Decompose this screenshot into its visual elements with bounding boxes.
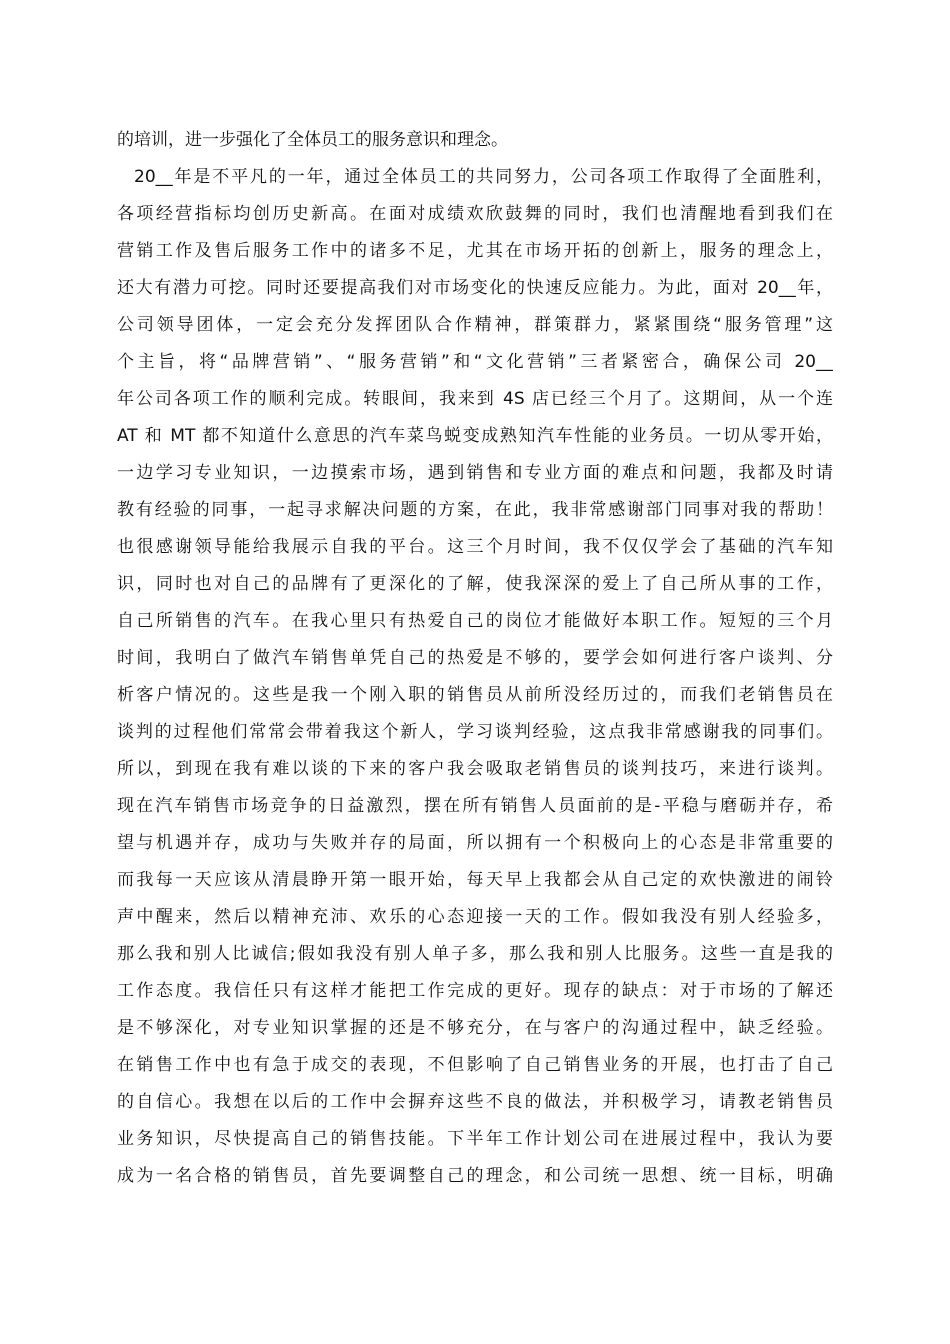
text-line-21: 而我每一天应该从清晨睁开第一眼开始，每天早上我都会从自己定的欢快激进的闹铃 [117, 870, 833, 890]
text-line-26: 在销售工作中也有急于成交的表现，不但影响了自己销售业务的开展，也打击了自己 [117, 1055, 833, 1075]
text-line-17: 谈判的过程他们常常会带着我这个新人，学习谈判经验，这点我非常感谢我的同事们。 [117, 722, 833, 742]
text-line-23: 那么我和别人比诚信;假如我没有别人单子多，那么我和别人比服务。这些一直是我的 [117, 944, 833, 964]
text-line-6: 公司领导团体，一定会充分发挥团队合作精神，群策群力，紧紧围绕“服务管理”这 [117, 315, 833, 335]
text-line-25: 是不够深化，对专业知识掌握的还是不够充分，在与客户的沟通过程中，缺乏经验。 [117, 1018, 833, 1038]
text-line-1: 的培训，进一步强化了全体员工的服务意识和理念。 [117, 130, 508, 150]
text-line-11: 教有经验的同事，一起寻求解决问题的方案，在此，我非常感谢部门同事对我的帮助！ [117, 500, 833, 520]
text-line-12: 也很感谢领导能给我展示自我的平台。这三个月时间，我不仅仅学会了基础的汽车知 [117, 537, 833, 557]
text-line-19: 现在汽车销售市场竞争的日益激烈，摆在所有销售人员面前的是-平稳与磨砺并存，希 [117, 796, 833, 816]
text-line-9: AT 和 MT 都不知道什么意思的汽车菜鸟蜕变成熟知汽车性能的业务员。一切从零开始， [117, 426, 833, 446]
text-line-14: 自己所销售的汽车。在我心里只有热爱自己的岗位才能做好本职工作。短短的三个月 [117, 611, 833, 631]
text-line-18: 所以，到现在我有难以谈的下来的客户我会吸取老销售员的谈判技巧，来进行谈判。 [117, 759, 833, 779]
text-line-29: 成为一名合格的销售员，首先要调整自己的理念，和公司统一思想、统一目标，明确 [117, 1166, 833, 1186]
text-line-2: 20__年是不平凡的一年，通过全体员工的共同努力，公司各项工作取得了全面胜利， [134, 167, 833, 187]
text-line-10: 一边学习专业知识，一边摸索市场，遇到销售和专业方面的难点和问题，我都及时请 [117, 463, 833, 483]
text-line-4: 营销工作及售后服务工作中的诸多不足，尤其在市场开拓的创新上，服务的理念上， [117, 241, 833, 261]
text-line-22: 声中醒来，然后以精神充沛、欢乐的心态迎接一天的工作。假如我没有别人经验多， [117, 907, 833, 927]
text-line-20: 望与机遇并存，成功与失败并存的局面，所以拥有一个积极向上的心态是非常重要的 [117, 833, 833, 853]
text-line-16: 析客户情况的。这些是我一个刚入职的销售员从前所没经历过的，而我们老销售员在 [117, 685, 833, 705]
text-line-24: 工作态度。我信任只有这样才能把工作完成的更好。现存的缺点：对于市场的了解还 [117, 981, 833, 1001]
text-line-15: 时间，我明白了做汽车销售单凭自己的热爱是不够的，要学会如何进行客户谈判、分 [117, 648, 833, 668]
text-line-13: 识，同时也对自己的品牌有了更深化的了解，使我深深的爱上了自己所从事的工作， [117, 574, 833, 594]
text-line-8: 年公司各项工作的顺利完成。转眼间，我来到 4S 店已经三个月了。这期间，从一个连 [117, 389, 833, 409]
text-line-28: 业务知识，尽快提高自己的销售技能。下半年工作计划公司在进展过程中，我认为要 [117, 1129, 833, 1149]
text-line-27: 的自信心。我想在以后的工作中会摒弃这些不良的做法，并积极学习，请教老销售员 [117, 1092, 833, 1112]
text-line-3: 各项经营指标均创历史新高。在面对成绩欢欣鼓舞的同时，我们也清醒地看到我们在 [117, 204, 833, 224]
text-line-5: 还大有潜力可挖。同时还要提高我们对市场变化的快速反应能力。为此，面对 20__年， [117, 278, 833, 298]
text-line-7: 个主旨，将“品牌营销”、“服务营销”和“文化营销”三者紧密合，确保公司 20__ [117, 352, 833, 372]
